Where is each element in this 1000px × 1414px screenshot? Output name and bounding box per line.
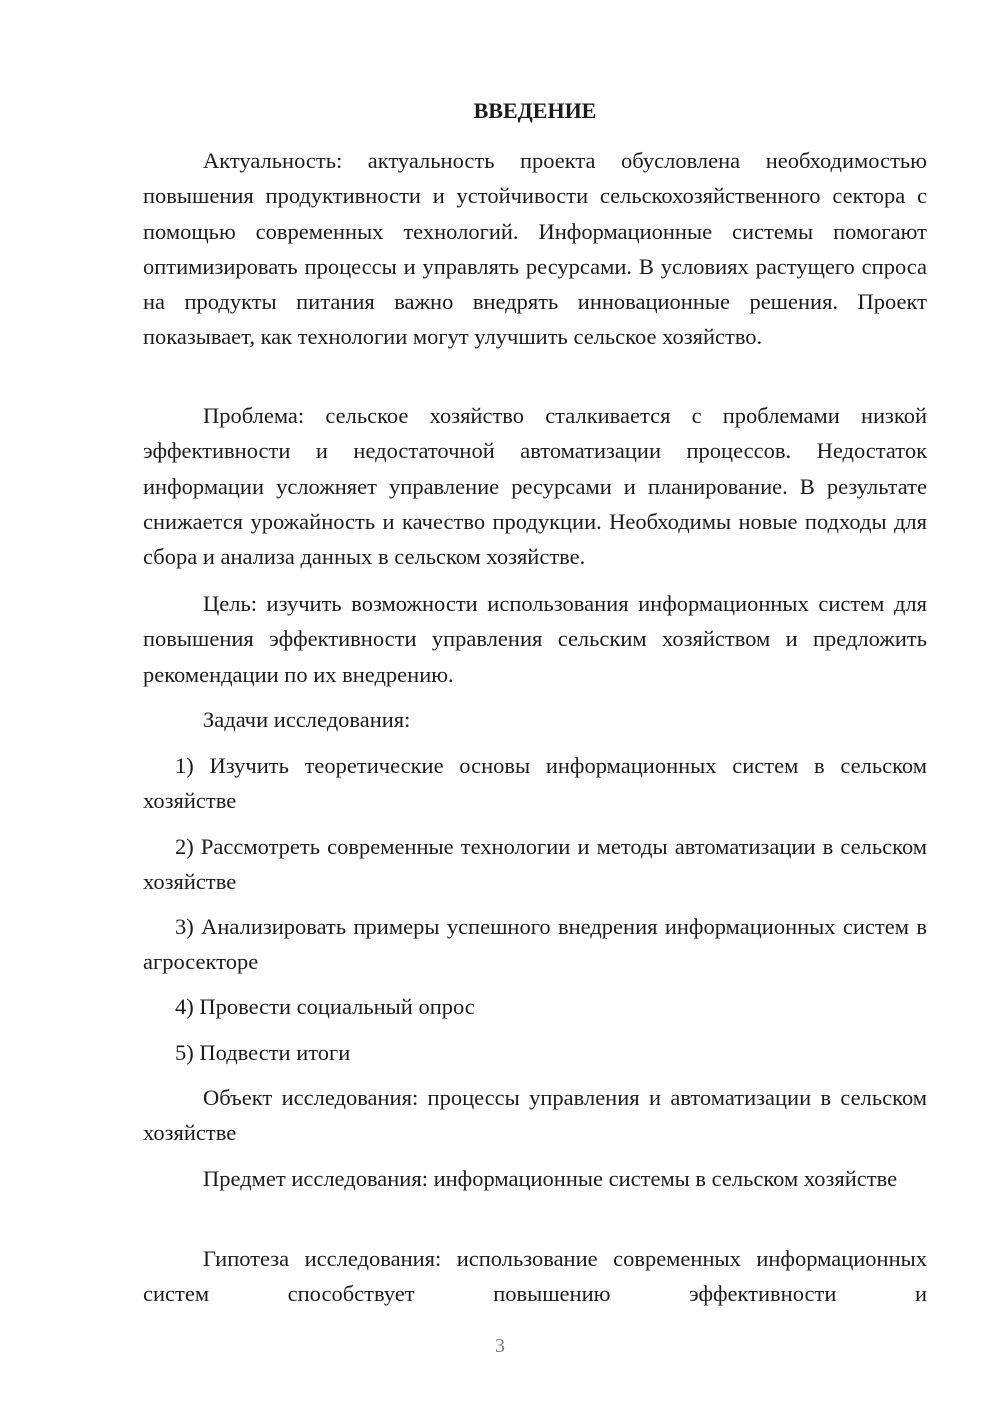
- section-title: ВВЕДЕНИЕ: [473, 98, 597, 123]
- paragraph-problem: Проблема: сельское хозяйство сталкивается с проблемами низкой эффективности и недостаточной автоматизации процессов. Недостаток информации усложняет управление ресурсами и планирование. В результате снижается урожайность и качество продукции. Необходимы новые подходы для сбора и анализа данных в сельском хозяйстве.: [143, 403, 927, 570]
- paragraph-subject: Предмет исследования: информационные системы в сельском хозяйстве: [203, 1166, 898, 1191]
- paragraph-relevance: Актуальность: актуальность проекта обусловлена необходимостью повышения продуктивности и устойчивости сельскохозяйственного сектора с помощью современных технологий. Информационные системы помогают оптимизировать процессы и управлять ресурсами. В условиях растущего спроса на продукты питания важно внедрять инновационные решения. Проект показывает, как технологии могут улучшить сельское хозяйство.: [143, 148, 927, 350]
- paragraph-object: Объект исследования: процессы управления и автоматизации в сельском хозяйстве: [143, 1085, 927, 1146]
- task-item-3: 3) Анализировать примеры успешного внедрения информационных систем в агросекторе: [143, 914, 927, 975]
- task-item-4: 4) Провести социальный опрос: [175, 994, 475, 1019]
- paragraph-hypothesis: Гипотеза исследования: использование современных информационных систем способствует повышению эффективности и: [143, 1246, 927, 1307]
- tasks-heading: Задачи исследования:: [203, 707, 411, 732]
- page-number: 3: [495, 1335, 505, 1357]
- paragraph-goal: Цель: изучить возможности использования информационных систем для повышения эффективности управления сельским хозяйством и предложить рекомендации по их внедрению.: [143, 591, 927, 687]
- task-item-2: 2) Рассмотреть современные технологии и методы автоматизации в сельском хозяйстве: [143, 834, 927, 895]
- task-item-5: 5) Подвести итоги: [175, 1040, 351, 1065]
- task-item-1: 1) Изучить теоретические основы информационных систем в сельском хозяйстве: [143, 753, 927, 814]
